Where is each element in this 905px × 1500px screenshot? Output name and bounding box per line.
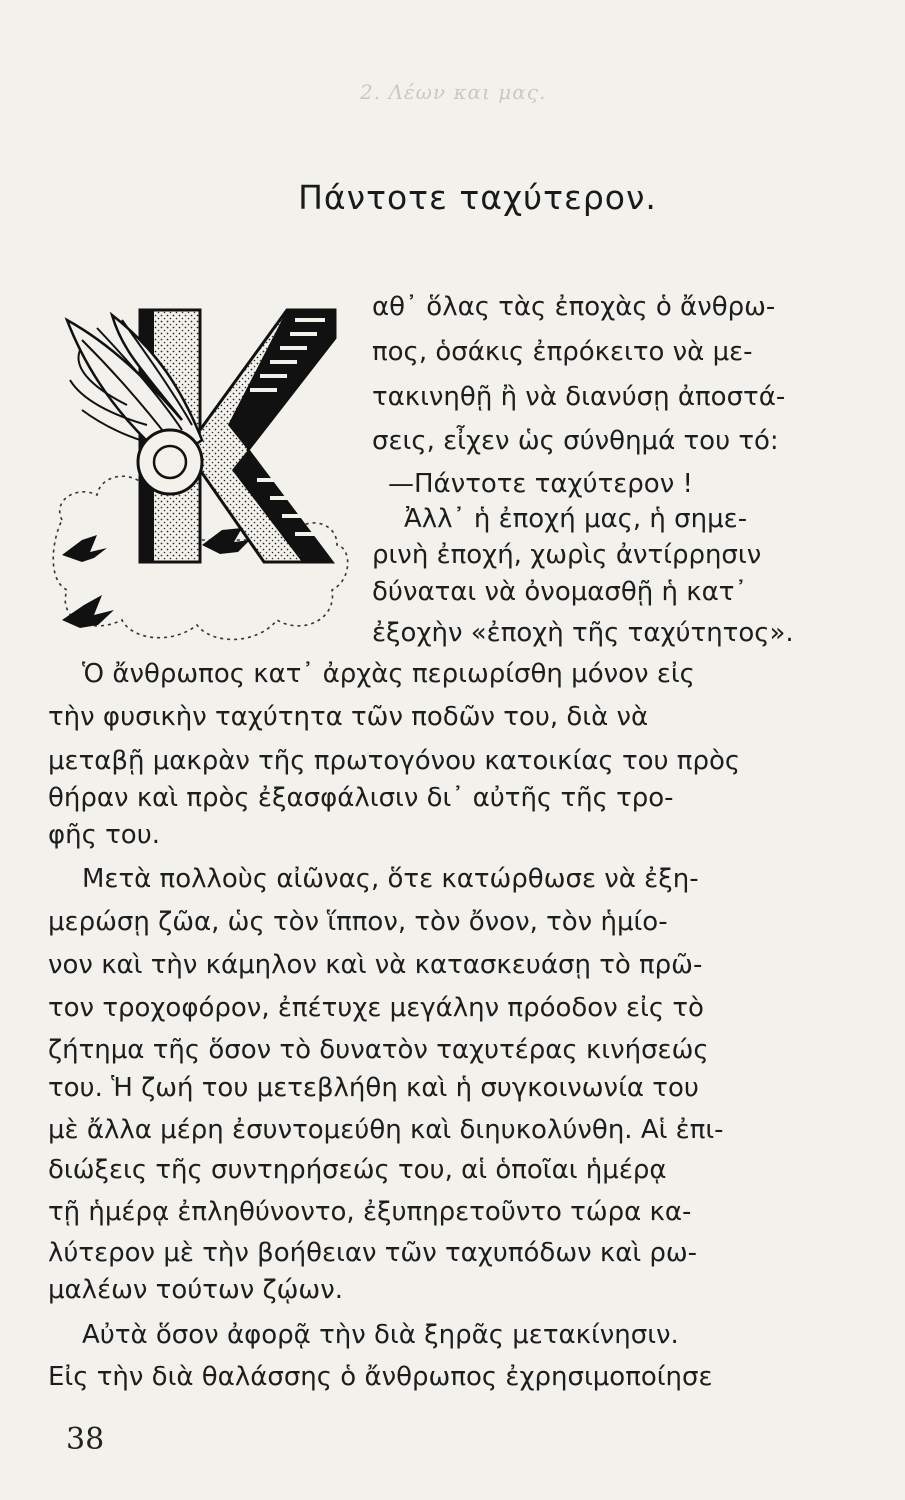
text-line: διώξεις τῆς συντηρήσεώς του, αἱ ὁποῖαι ἡμέρᾳ	[48, 1155, 667, 1185]
text-line: τον τροχοφόρον, ἐπέτυχε μεγάλην πρόοδον εἰς τὸ	[48, 993, 704, 1023]
text-line: λύτερον μὲ τὴν βοήθειαν τῶν ταχυπόδων καὶ ρω-	[48, 1238, 698, 1268]
text-line: ἐξοχὴν «ἐποχὴ τῆς ταχύτητος».	[372, 618, 794, 648]
text-line: τῇ ἡμέρᾳ ἐπληθύνοντο, ἐξυπηρετοῦντο τώρα κα-	[48, 1197, 692, 1227]
drop-cap-k-illustration	[52, 290, 352, 660]
text-line: Αὐτὰ ὅσον ἀφορᾷ τὴν διὰ ξηρᾶς μετακίνησιν.	[82, 1320, 679, 1350]
text-line: αθ᾽ ὅλας τὰς ἐποχὰς ὁ ἄνθρω-	[372, 292, 776, 322]
chapter-title: Πάντοτε ταχύτερον.	[298, 178, 657, 217]
text-line: δύναται νὰ ὀνομασθῇ ἡ κατ᾽	[372, 577, 748, 607]
text-line: τακινηθῇ ἢ νὰ διανύσῃ ἀποστά-	[372, 382, 786, 412]
text-line: ρινὴ ἐποχή, χωρὶς ἀντίρρησιν	[372, 540, 762, 570]
page-number: 38	[66, 1422, 105, 1457]
text-line: μεταβῇ μακρὰν τῆς πρωτογόνου κατοικίας του πρὸς	[48, 746, 741, 776]
text-line: ζήτημα τῆς ὅσον τὸ δυνατὸν ταχυτέρας κινήσεώς	[48, 1035, 709, 1065]
text-line: πος, ὁσάκις ἐπρόκειτο νὰ με-	[372, 337, 753, 367]
text-line: Ὁ ἄνθρωπος κατ᾽ ἀρχὰς περιωρίσθη μόνον εἰς	[82, 659, 695, 689]
text-line: Μετὰ πολλοὺς αἰῶνας, ὅτε κατώρθωσε νὰ ἐξη-	[82, 864, 699, 894]
winged-letter-k-icon	[52, 290, 352, 660]
text-line: σεις, εἶχεν ὡς σύνθημά του τό:	[372, 426, 779, 456]
text-line: τὴν φυσικὴν ταχύτητα τῶν ποδῶν του, διὰ νὰ	[48, 702, 649, 732]
text-line: θήραν καὶ πρὸς ἐξασφάλισιν δι᾽ αὐτῆς τῆς τρο-	[48, 783, 674, 813]
text-line: φῆς του.	[48, 820, 161, 850]
text-line: του. Ἡ ζωή του μετεβλήθη καὶ ἡ συγκοινωνία του	[48, 1073, 699, 1103]
text-line: μερώσῃ ζῶα, ὡς τὸν ἵππον, τὸν ὄνον, τὸν ἡμίο-	[48, 907, 668, 937]
text-line: μαλέων τούτων ζῴων.	[48, 1275, 343, 1305]
text-line: νον καὶ τὴν κάμηλον καὶ νὰ κατασκευάσῃ τὸ πρῶ-	[48, 950, 703, 980]
text-line: μὲ ἄλλα μέρη ἐσυντομεύθη καὶ διηυκολύνθη. Αἱ ἐπι-	[48, 1115, 724, 1145]
running-header-bleed-through: 2. Λέων και μας.	[360, 80, 547, 104]
text-line: Ἀλλ᾽ ἡ ἐποχή μας, ἡ σημε-	[404, 504, 748, 534]
text-line: —Πάντοτε ταχύτερον !	[388, 469, 693, 499]
text-line: Εἰς τὴν διὰ θαλάσσης ὁ ἄνθρωπος ἐχρησιμοποίησε	[48, 1362, 713, 1392]
